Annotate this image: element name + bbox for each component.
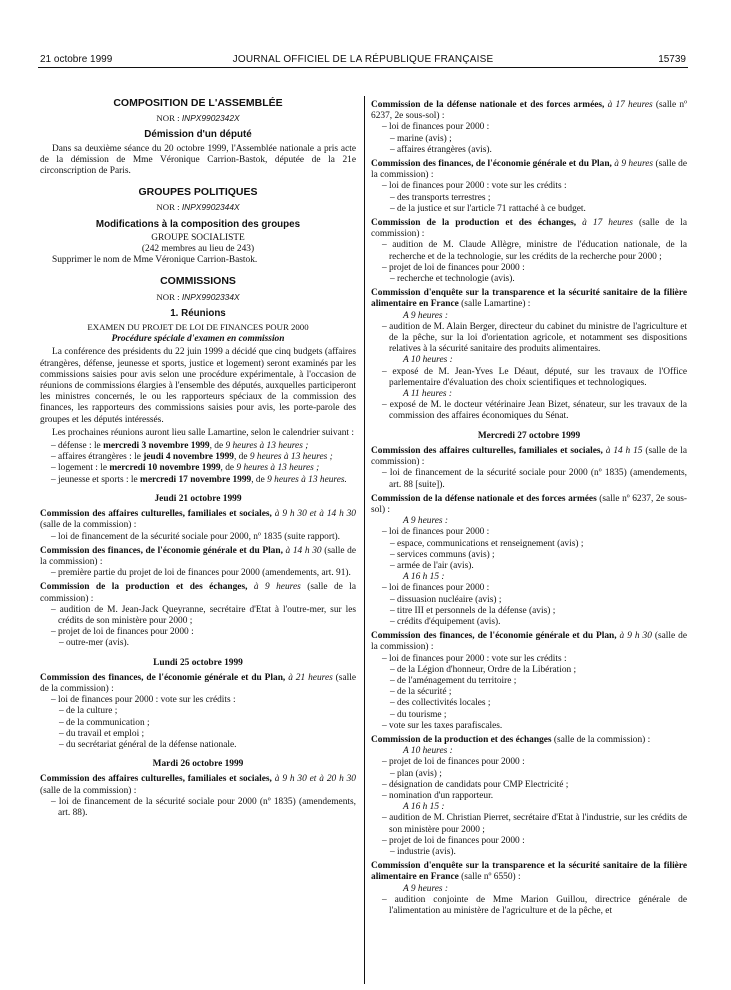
agenda-subitem: – de la sécurité ; [390, 687, 452, 698]
time-label: A 10 heures : [403, 746, 453, 757]
agenda-subitem: – armée de l'air (avis). [390, 560, 474, 571]
agenda-subitem: – de la Légion d'honneur, Ordre de la Libération ; [390, 664, 577, 675]
agenda-subitem: – du secrétariat général de la défense nationale. [59, 739, 237, 750]
header-rule [38, 67, 688, 68]
commission-entry: Commission de la production et des échanges, à 17 heures (salle de la commission) : [371, 218, 687, 240]
time-label: A 9 heures : [403, 310, 449, 321]
agenda-item: – audition de M. Alain Berger, directeur du cabinet du ministre de l'agriculture et de la pêche, sur la loi d'orientation agricole, et notamment ses dispositions relatives à la sécurité sanitaire des produits alimentaires. [382, 321, 687, 355]
agenda-item: – projet de loi de finances pour 2000 : [51, 627, 194, 638]
day-heading: Mardi 26 octobre 1999 [152, 759, 244, 770]
agenda-item: – audition de M. Jean-Jack Queyranne, secrétaire d'Etat à l'outre-mer, sur les crédits de son ministère pour 2000 ; [51, 604, 356, 626]
commission-entry: Commission des finances, de l'économie générale et du Plan, à 14 h 30 (salle de la commission) : [40, 545, 356, 567]
agenda-subitem: – du travail et emploi ; [59, 728, 145, 739]
agenda-subitem: – de l'aménagement du territoire ; [390, 675, 517, 686]
schedule-item: – affaires étrangères : le jeudi 4 novembre 1999, de 9 heures à 13 heures ; [51, 452, 333, 463]
group-name: GROUPE SOCIALISTE [151, 232, 245, 243]
commission-entry: Commission des affaires culturelles, familiales et sociales, à 14 h 15 (salle de la commission) : [371, 445, 687, 468]
commission-entry: Commission d'enquête sur la transparence et la sécurité sanitaire de la filière alimentaire en France (salle Lamartine) : [371, 288, 687, 310]
commission-entry: Commission des finances, de l'économie générale et du Plan, à 9 h 30 (salle de la commission) : [371, 631, 687, 653]
agenda-item: – vote sur les taxes parafiscales. [382, 720, 503, 731]
group-count: (242 membres au lieu de 243) [141, 244, 255, 255]
agenda-item: – désignation de candidats pour CMP Electricité ; [382, 779, 569, 790]
subsection-title: Modifications à la composition des groupes [95, 218, 301, 230]
agenda-item: – loi de finances pour 2000 : vote sur les crédits : [382, 181, 567, 192]
agenda-subitem: – titre III et personnels de la défense (avis) ; [390, 605, 556, 616]
agenda-item: – projet de loi de finances pour 2000 : [382, 757, 525, 768]
agenda-subitem: – du tourisme ; [390, 709, 447, 720]
agenda-item: – audition conjointe de Mme Marion Guillou, directrice générale de l'alimentation au ministère de l'agriculture et de la pêche, et [382, 894, 687, 917]
agenda-subitem: – des transports terrestres ; [390, 192, 491, 203]
agenda-subitem: – de la justice et sur l'article 71 rattaché à ce budget. [390, 203, 586, 214]
commission-entry: Commission de la production et des échanges (salle de la commission) : [371, 734, 651, 745]
commission-entry: Commission d'enquête sur la transparence et la sécurité sanitaire de la filière alimentaire en France (salle nº 6550) : [371, 861, 687, 883]
section-title: GROUPES POLITIQUES [138, 186, 258, 199]
commission-entry: Commission des affaires culturelles, familiales et sociales, à 9 h 30 et à 20 h 30 (salle de la commission) : [40, 774, 356, 796]
page-header [40, 54, 686, 68]
agenda-item: – projet de loi de finances pour 2000 : [382, 835, 525, 846]
day-heading: Jeudi 21 octobre 1999 [154, 493, 242, 504]
agenda-item: – loi de financement de la sécurité sociale pour 2000, nº 1835 (suite rapport). [51, 531, 341, 542]
paragraph: La conférence des présidents du 22 juin 1999 a décidé que cinq budgets (affaires étrangères, défense, jeunesse et sports, justice et logement) seront examinés par les commissions saisies pour avis selon une procédure expérimentale, à l'occasion de réunions de commissions élargies à l'ensemble des députés, auxquelles participeront les ministres concernés, le ou les rapporteurs spéciaux de la commission des finances, les rapporteurs des commissions saisies pour avis, les porte-parole des groupes et les députés intéressés. [40, 347, 356, 425]
agenda-item: – loi de finances pour 2000 : [382, 122, 490, 133]
agenda-item: – loi de finances pour 2000 : [382, 527, 490, 538]
commission-entry: Commission de la production et des échanges, à 9 heures (salle de la commission) : [40, 582, 356, 604]
agenda-subitem: – outre-mer (avis). [59, 638, 130, 649]
subsection-title: 1. Réunions [170, 307, 226, 319]
paragraph: Les prochaines réunions auront lieu salle Lamartine, selon le calendrier suivant : [52, 427, 354, 438]
header-date: 21 octobre 1999 [40, 54, 113, 65]
time-label: A 16 h 15 : [403, 802, 445, 813]
agenda-item: – loi de finances pour 2000 : vote sur les crédits : [382, 653, 567, 664]
agenda-item: – nomination d'un rapporteur. [382, 790, 494, 801]
time-label: A 10 heures : [403, 355, 453, 366]
column-divider [364, 96, 365, 984]
agenda-item: – audition de M. Christian Pierret, secrétaire d'Etat à l'industrie, sur les crédits de son ministère pour 2000 ; [382, 813, 687, 835]
agenda-subitem: – des collectivités locales ; [390, 698, 491, 709]
agenda-item: – loi de finances pour 2000 : vote sur les crédits : [51, 695, 236, 706]
paragraph: Dans sa deuxième séance du 20 octobre 1999, l'Assemblée nationale a pris acte de la démission de Mme Véronique Carrion-Bastok, députée de la 21e circonscription de Paris. [40, 143, 356, 177]
subsection-title: Démission d'un député [144, 129, 252, 141]
agenda-subitem: – crédits d'équipement (avis). [390, 616, 501, 627]
schedule-item: – logement : le mercredi 10 novembre 1999, de 9 heures à 13 heures ; [51, 463, 320, 474]
agenda-item: – projet de loi de finances pour 2000 : [382, 262, 525, 273]
agenda-subitem: – de la culture ; [59, 706, 118, 717]
commission-entry: Commission des finances, de l'économie générale et du Plan, à 9 heures (salle de la commission) : [371, 159, 687, 181]
agenda-item: – loi de financement de la sécurité sociale pour 2000 (nº 1835) (amendements, art. 88 [suite]). [382, 468, 687, 490]
section-title: COMPOSITION DE L'ASSEMBLÉE [113, 97, 283, 109]
day-heading: Mercredi 27 octobre 1999 [477, 430, 581, 441]
time-label: A 11 heures : [403, 389, 453, 400]
section-title: COMMISSIONS [160, 275, 236, 288]
commission-entry: Commission de la défense nationale et des forces armées, à 17 heures (salle nº 6237, 2e sous-sol) : [371, 100, 687, 122]
time-label: A 16 h 15 : [403, 572, 445, 583]
day-heading: Lundi 25 octobre 1999 [153, 657, 243, 668]
agenda-subitem: – plan (avis) ; [390, 768, 442, 779]
header-title: JOURNAL OFFICIEL DE LA RÉPUBLIQUE FRANÇAISE [232, 54, 494, 65]
left-column [40, 96, 356, 819]
nor-reference: NOR : INPX9902344X [156, 202, 240, 213]
header-page-number: 15739 [658, 54, 686, 65]
commission-entry: Commission des affaires culturelles, familiales et sociales, à 9 h 30 et à 14 h 30 (salle de la commission) : [40, 509, 356, 531]
agenda-subitem: – dissuasion nucléaire (avis) ; [390, 594, 502, 605]
agenda-item: – loi de finances pour 2000 : [382, 583, 490, 594]
agenda-item: – loi de financement de la sécurité sociale pour 2000 (nº 1835) (amendements, art. 88). [51, 796, 356, 818]
agenda-subitem: – marine (avis) ; [390, 133, 452, 144]
agenda-subitem: – industrie (avis). [390, 847, 456, 857]
nor-reference: NOR : INPX9902334X [156, 291, 240, 302]
agenda-item: – première partie du projet de loi de finances pour 2000 (amendements, art. 91). [51, 568, 351, 579]
commission-entry: Commission de la défense nationale et des forces armées (salle nº 6237, 2e sous-sol) : [371, 493, 687, 515]
schedule-item: – jeunesse et sports : le mercredi 17 novembre 1999, de 9 heures à 13 heures. [51, 474, 347, 485]
schedule-item: – défense : le mercredi 3 novembre 1999, de 9 heures à 13 heures ; [51, 441, 309, 452]
agenda-subitem: – de la communication ; [59, 717, 150, 728]
agenda-subitem: – services communs (avis) ; [390, 549, 495, 560]
agenda-subitem: – affaires étrangères (avis). [390, 144, 492, 155]
time-label: A 9 heures : [403, 516, 449, 527]
procedure-heading: Procédure spéciale d'examen en commission [111, 334, 285, 345]
agenda-item: – exposé de M. Jean-Yves Le Déaut, député, sur les travaux de l'Office parlementaire d'évaluation des choix scientifiques et technologiques. [382, 366, 687, 388]
exam-heading: EXAMEN DU PROJET DE LOI DE FINANCES POUR 2000 [87, 322, 309, 333]
agenda-item: – audition de M. Claude Allègre, ministre de l'éducation nationale, de la recherche et de la technologie, sur les crédits de la recherche pour 2000 ; [382, 240, 687, 262]
nor-reference: NOR : INPX9902342X [156, 113, 240, 124]
commission-entry: Commission des finances, de l'économie générale et du Plan, à 21 heures (salle de la commission) : [40, 672, 356, 694]
agenda-subitem: – recherche et technologie (avis). [390, 274, 515, 285]
agenda-item: – exposé de M. le docteur vétérinaire Jean Bizet, sénateur, sur les travaux de la commission des affaires économiques du Sénat. [382, 400, 687, 422]
time-label: A 9 heures : [403, 883, 449, 894]
agenda-subitem: – espace, communications et renseignement (avis) ; [390, 538, 584, 549]
paragraph: Supprimer le nom de Mme Véronique Carrion-Bastok. [52, 255, 258, 266]
right-column [371, 100, 687, 917]
